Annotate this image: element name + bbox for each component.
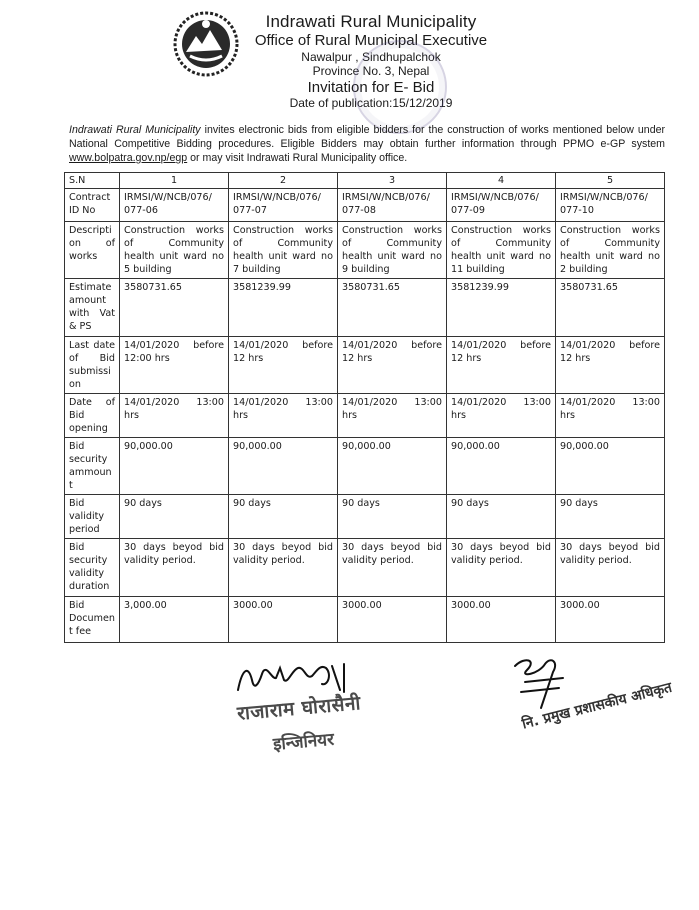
table-cell: 30 days beyod bid validity period. — [338, 539, 447, 597]
table-header-row — [65, 173, 665, 189]
row-label: Contract ID No — [65, 189, 120, 222]
table-cell: IRMSI/W/NCB/076/ 077-10 — [556, 189, 665, 222]
table-cell: Construction works of Community health unit ward no 11 building — [447, 222, 556, 279]
egp-link[interactable]: www.bolpatra.gov.np/egp — [69, 152, 188, 164]
row-label: Description of works — [65, 222, 120, 279]
table-cell: 3580731.65 — [556, 279, 665, 337]
table-cell: 90 days — [556, 495, 665, 539]
municipality-emblem-icon — [172, 10, 240, 78]
table-cell: 14/01/2020 before 12 hrs — [338, 337, 447, 394]
header-sn: S.N — [65, 173, 120, 189]
table-cell: 3000.00 — [229, 597, 338, 643]
table-cell: 3000.00 — [338, 597, 447, 643]
table-cell: Construction works of Community health unit ward no 7 building — [229, 222, 338, 279]
table-cell: 3000.00 — [447, 597, 556, 643]
table-cell: 3580731.65 — [120, 279, 229, 337]
table-cell: 3000.00 — [556, 597, 665, 643]
header-col-5: 5 — [556, 173, 665, 189]
table-cell: 90 days — [447, 495, 556, 539]
header-col-3: 3 — [338, 173, 447, 189]
table-row — [65, 597, 665, 643]
table-row — [65, 222, 665, 279]
officer-title: नि. प्रमुख प्रशासकीय अधिकृत — [520, 679, 674, 733]
table-row — [65, 394, 665, 438]
table-cell: 14/01/2020 13:00 hrs — [229, 394, 338, 438]
row-label: Last date of Bid submission — [65, 337, 120, 394]
table-cell: 90 days — [229, 495, 338, 539]
engineer-title: इन्जिनियर — [272, 729, 335, 755]
table-cell: Construction works of Community health unit ward no 9 building — [338, 222, 447, 279]
municipality-title: Indrawati Rural Municipality — [265, 12, 477, 31]
row-label: Bid security validity duration — [65, 539, 120, 597]
engineer-name: राजाराम घोरासैनी — [236, 692, 362, 725]
intro-paragraph — [69, 123, 665, 165]
table-cell: IRMSI/W/NCB/076/ 077-09 — [447, 189, 556, 222]
office-seal-stamp — [353, 40, 447, 134]
table-row — [65, 539, 665, 597]
header-col-2: 2 — [229, 173, 338, 189]
table-cell: 3581239.99 — [447, 279, 556, 337]
table-cell: 14/01/2020 13:00 hrs — [447, 394, 556, 438]
table-cell: 30 days beyod bid validity period. — [120, 539, 229, 597]
table-cell: 14/01/2020 before 12 hrs — [229, 337, 338, 394]
table-row — [65, 337, 665, 394]
header-col-1: 1 — [120, 173, 229, 189]
address-line-1: Nawalpur , Sindhupalchok — [301, 50, 441, 64]
table-cell: Construction works of Community health unit ward no 5 building — [120, 222, 229, 279]
table-cell: 3,000.00 — [120, 597, 229, 643]
table-cell: 90 days — [120, 495, 229, 539]
table-cell: 30 days beyod bid validity period. — [447, 539, 556, 597]
office-name: Office of Rural Municipal Executive — [254, 32, 488, 49]
table-cell: 14/01/2020 13:00 hrs — [120, 394, 229, 438]
table-cell: 14/01/2020 before 12 hrs — [447, 337, 556, 394]
table-cell: IRMSI/W/NCB/076/ 077-06 — [120, 189, 229, 222]
row-label: Bid validity period — [65, 495, 120, 539]
table-row — [65, 189, 665, 222]
publication-date: Date of publication:15/12/2019 — [289, 96, 453, 110]
table-row — [65, 279, 665, 337]
table-cell: 14/01/2020 before 12:00 hrs — [120, 337, 229, 394]
row-label: Estimate amount with Vat & PS — [65, 279, 120, 337]
row-label: Bid security ammount — [65, 438, 120, 495]
notice-heading: Invitation for E- Bid — [307, 79, 435, 96]
table-cell: Construction works of Community health unit ward no 2 building — [556, 222, 665, 279]
table-cell: 14/01/2020 13:00 hrs — [338, 394, 447, 438]
table-cell: 30 days beyod bid validity period. — [229, 539, 338, 597]
intro-text-1: invites electronic bids from eligible bidders for the construction of works mentioned below under National Competitive Bidding procedures. Eligible Bidders may obtain further information through PPMO e-GP system — [69, 124, 666, 150]
table-cell: 30 days beyod bid validity period. — [556, 539, 665, 597]
address-line-2: Province No. 3, Nepal — [312, 64, 430, 78]
table-cell: 3580731.65 — [338, 279, 447, 337]
header-col-4: 4 — [447, 173, 556, 189]
table-row — [65, 438, 665, 495]
table-cell: 90,000.00 — [338, 438, 447, 495]
table-cell: 90,000.00 — [556, 438, 665, 495]
table-cell: 14/01/2020 before 12 hrs — [556, 337, 665, 394]
row-label: Date of Bid opening — [65, 394, 120, 438]
table-row — [65, 495, 665, 539]
intro-text-2: or may visit Indrawati Rural Municipality office. — [187, 152, 408, 164]
table-cell: 90 days — [338, 495, 447, 539]
table-cell: 90,000.00 — [120, 438, 229, 495]
row-label: Bid Document fee — [65, 597, 120, 643]
intro-municipality: Indrawati Rural Municipality — [69, 124, 201, 136]
table-cell: 14/01/2020 13:00 hrs — [556, 394, 665, 438]
table-cell: IRMSI/W/NCB/076/ 077-08 — [338, 189, 447, 222]
table-cell: 90,000.00 — [229, 438, 338, 495]
table-cell: IRMSI/W/NCB/076/ 077-07 — [229, 189, 338, 222]
table-cell: 90,000.00 — [447, 438, 556, 495]
bid-table — [64, 172, 665, 643]
table-cell: 3581239.99 — [229, 279, 338, 337]
